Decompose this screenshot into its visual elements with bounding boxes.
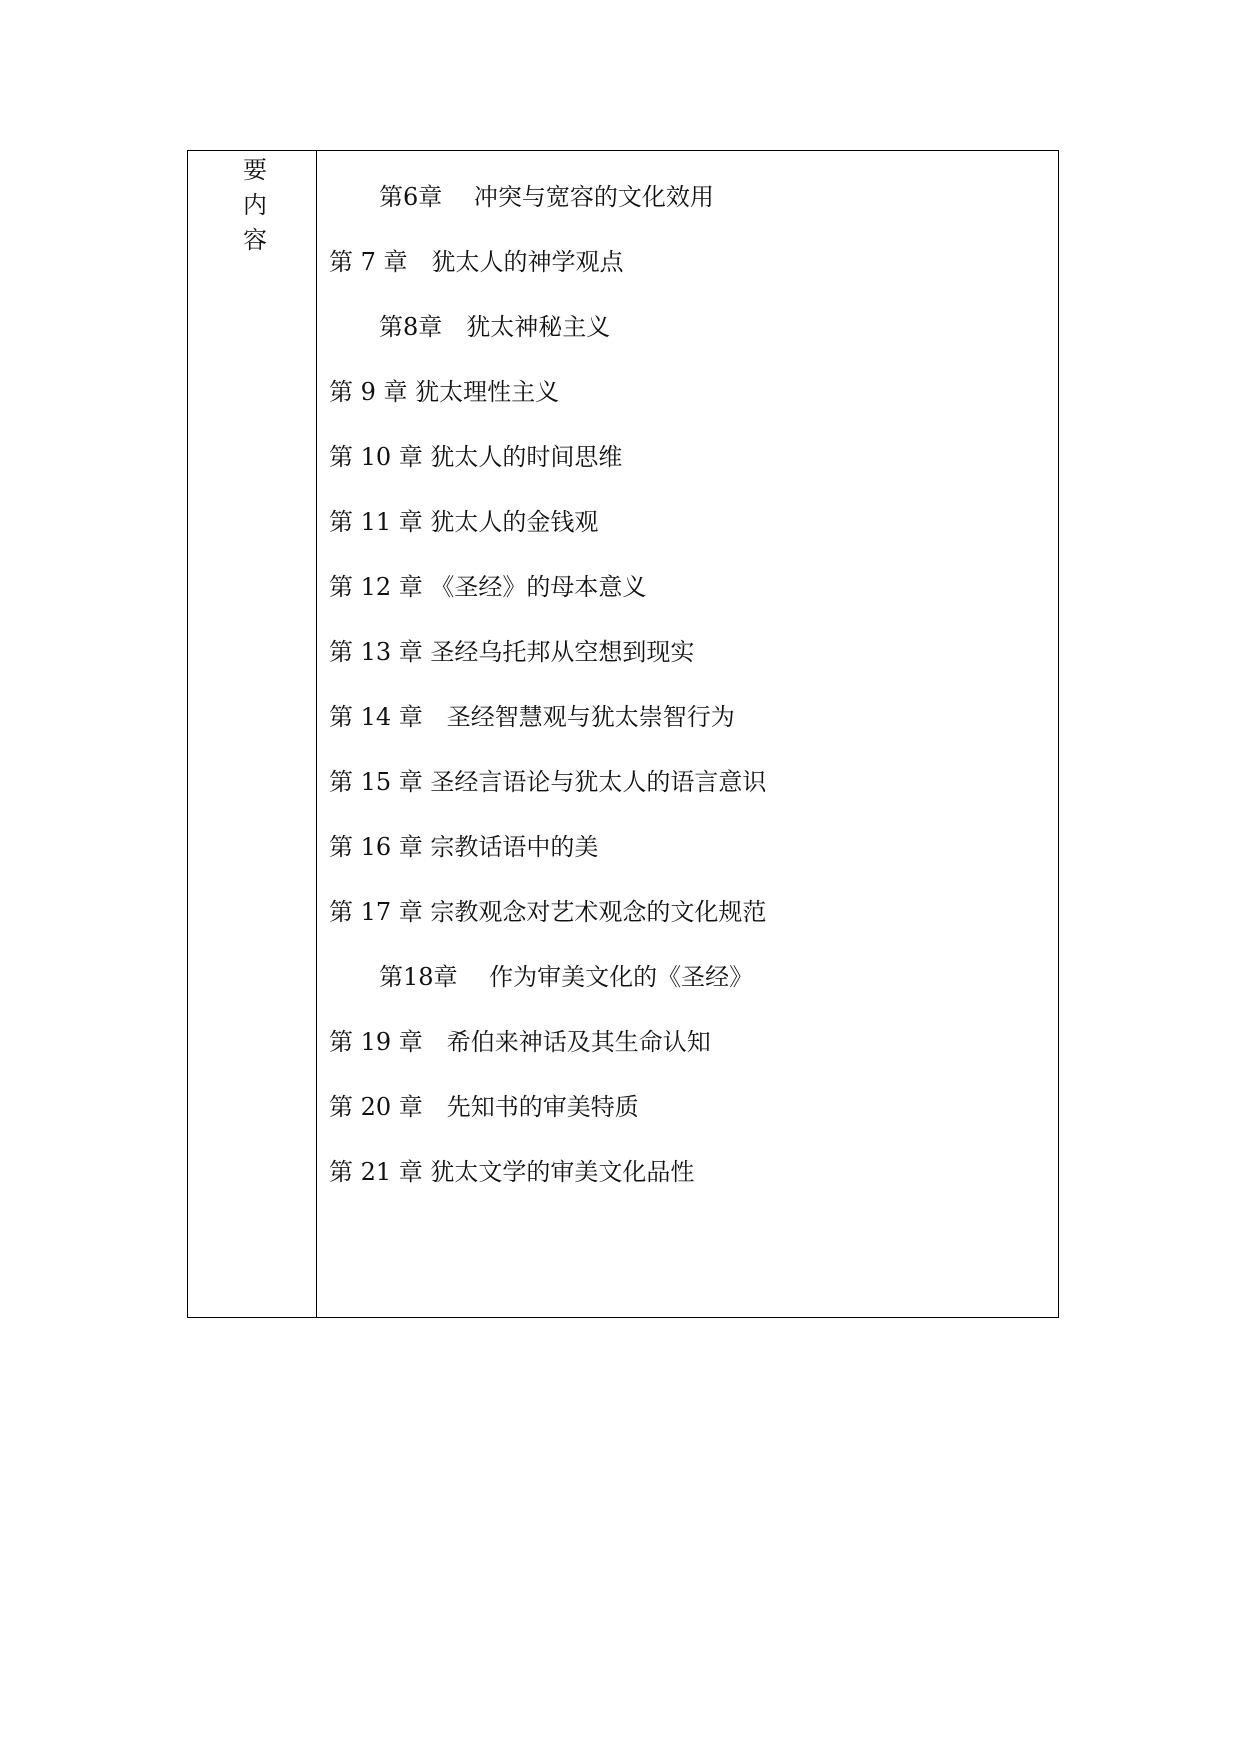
chapter-line: 第 13 章 圣经乌托邦从空想到现实: [329, 638, 695, 666]
chapter-line: 第 16 章 宗教话语中的美: [329, 833, 599, 861]
chapter-line: 第6章 冲突与宽容的文化效用: [379, 183, 714, 211]
chapter-list: [329, 174, 1048, 1214]
chapter-line: 第 10 章 犹太人的时间思维: [329, 443, 623, 471]
row-label-char: 要: [243, 156, 267, 184]
chapter-line: 第 21 章 犹太文学的审美文化品性: [329, 1158, 695, 1186]
chapter-line: 第 12 章 《圣经》的母本意义: [329, 573, 647, 601]
chapter-line: 第 17 章 宗教观念对艺术观念的文化规范: [329, 898, 767, 926]
content-table: [187, 150, 1059, 1318]
chapter-line: 第 9 章 犹太理性主义: [329, 378, 560, 406]
chapter-line: 第 14 章 圣经智慧观与犹太崇智行为: [329, 703, 735, 731]
chapter-line: 第18章 作为审美文化的《圣经》: [379, 963, 754, 991]
chapter-line: 第 19 章 希伯来神话及其生命认知: [329, 1028, 711, 1056]
chapter-line: 第 20 章 先知书的审美特质: [329, 1093, 639, 1121]
row-label-cell: [240, 153, 270, 258]
row-label-char: 容: [243, 226, 267, 254]
chapter-line: 第 15 章 圣经言语论与犹太人的语言意识: [329, 768, 767, 796]
chapter-line: 第 11 章 犹太人的金钱观: [329, 508, 599, 536]
row-label-char: 内: [243, 191, 267, 219]
chapter-line: 第 7 章 犹太人的神学观点: [329, 248, 624, 276]
column-divider: [316, 151, 317, 1317]
chapter-line: 第8章 犹太神秘主义: [379, 313, 611, 341]
